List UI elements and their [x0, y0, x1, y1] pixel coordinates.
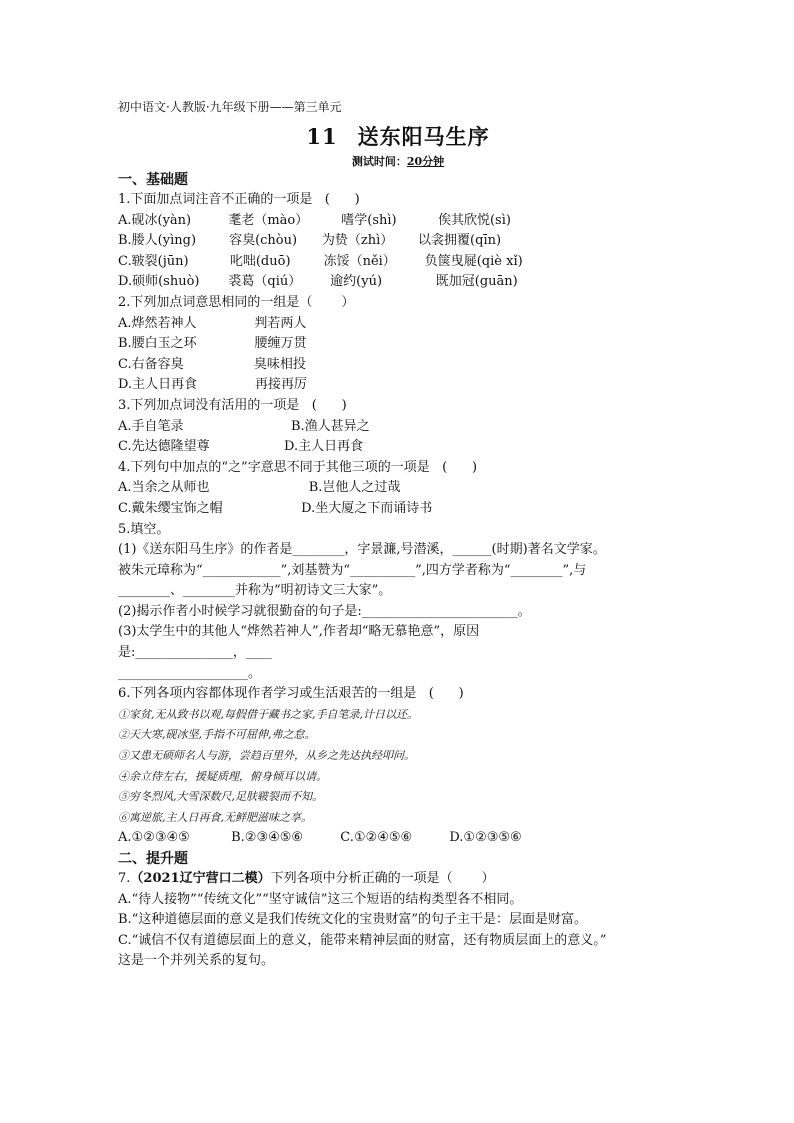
- q2-option-c: C.右备容臭 臭味相投: [118, 356, 306, 372]
- q4-options-cd: C.戴朱缨宝饰之帽 D.坐大厦之下而诵诗书: [118, 500, 433, 516]
- q7-source: （2021辽宁营口二模）: [130, 871, 271, 886]
- q5-line-5: (3)太学生中的其他人“烨然若神人”,作者却“略无慕艳意”，原因: [118, 624, 480, 640]
- q6-item-4: ④余立侍左右，援疑质理，俯身倾耳以请。: [118, 769, 327, 783]
- q6-item-3: ③又患无硕师名人与游，尝趋百里外，从乡之先达执经叩问。: [118, 749, 415, 763]
- q6-options: A.①②③④⑤ B.②③④⑤⑥ C.①②④⑤⑥ D.①②③⑤⑥: [118, 830, 522, 846]
- q2-stem: 2.下列加点词意思相同的一组是（ ）: [118, 294, 355, 310]
- q5-line-6: 是:_______________，____: [118, 645, 272, 661]
- q4-options-ab: A.当余之从师也 B.岂他人之过哉: [118, 480, 401, 496]
- q6-item-2: ②天大寒,砚冰坚,手指不可屈伸,弗之怠。: [118, 728, 316, 742]
- q5-line-2: 被朱元璋称为“____________”,刘基赞为“__________”,四方学者称为“________”,与: [118, 562, 587, 578]
- q7-option-c: C.“诚信不仅有道德层面上的意义，能带来精神层面的财富，还有物质层面上的意义。”: [118, 932, 607, 948]
- q7-prefix: 7.: [118, 871, 131, 886]
- lesson-number: 11: [306, 124, 338, 149]
- q1-option-a: A.砚冰(yàn) 耄老（mào） 嗜学(shì) 俟其欣悦(sì): [118, 212, 511, 228]
- q7-option-c-cont: 这是一个并列关系的复句。: [118, 953, 275, 969]
- page-title: [118, 122, 678, 152]
- q3-options-ab: A.手自笔录 B.渔人甚异之: [118, 418, 370, 434]
- q6-item-6: ⑥寓逆旅,主人日再食,无鲜肥滋味之享。: [118, 810, 312, 824]
- lesson-title: 送东阳马生序: [357, 124, 490, 149]
- q6-stem: 6.下列各项内容都体现作者学习或生活艰苦的一组是 ( ): [118, 686, 464, 702]
- q2-option-b: B.腰白玉之环 腰缠万贯: [118, 336, 307, 352]
- q1-option-d: D.硕师(shuò) 裘葛（qiú） 逾约(yú) 既加冠(guān): [118, 274, 518, 290]
- q5-line-7: ____________________。: [118, 665, 262, 681]
- q1-stem: 1.下面加点词注音不正确的一项是 ( ): [118, 192, 360, 207]
- q6-item-5: ⑤穷冬烈风,大雪深数尺,足肤皲裂而不知。: [118, 790, 323, 804]
- test-time-value: 20分钟: [406, 155, 445, 168]
- q6-item-1: ①家贫,无从致书以观,每假借于藏书之家,手自笔录,计日以还。: [118, 707, 418, 721]
- q1-option-b: B.媵人(yìng) 容臭(chòu) 为贽（zhì） 以衾拥覆(qīn): [118, 233, 502, 249]
- header-course-info: 初中语文·人教版·九年级下册——第三单元: [118, 100, 342, 114]
- q7-option-b: B.“这种道德层面的意义是我们传统文化的宝贵财富”的句子主干是：层面是财富。: [118, 912, 587, 928]
- section-heading-advanced: 二、提升题: [118, 851, 188, 867]
- q4-stem: 4.下列句中加点的“之”字意思不同于其他三项的一项是 ( ): [118, 459, 478, 475]
- q7-option-a: A.“待人接物”“传统文化”“坚守诚信”这三个短语的结构类型各不相同。: [118, 891, 523, 907]
- q7-stem: [118, 869, 678, 890]
- q2-option-a: A.烨然若神人 判若两人: [118, 315, 307, 331]
- test-time: [118, 154, 678, 170]
- q3-options-cd: C.先达德隆望尊 D.主人日再食: [118, 439, 364, 455]
- q5-line-3: ________、________并称为“明初诗文三大家”。: [118, 583, 392, 599]
- q5-line-1: (1)《送东阳马生序》的作者是________，字景濂,号潜溪，______(时期)著名文学家。: [118, 542, 606, 558]
- q7-stem-text: 下列各项中分析正确的一项是（ ）: [270, 871, 495, 886]
- q5-line-4: (2)揭示作者小时候学习就很勤奋的句子是:________________________。: [118, 603, 531, 619]
- test-time-label: 测试时间：: [351, 155, 407, 168]
- q5-stem: 5.填空。: [118, 521, 170, 537]
- q1-option-c: C.皲裂(jūn) 叱咄(duō) 冻馁（něi） 负箧曳屣(qiè xǐ): [118, 253, 523, 269]
- q2-option-d: D.主人日再食 再接再厉: [118, 377, 307, 393]
- section-heading-basic: 一、基础题: [118, 172, 188, 188]
- q3-stem: 3.下列加点词没有活用的一项是 ( ): [118, 397, 347, 413]
- worksheet-page: [118, 98, 678, 972]
